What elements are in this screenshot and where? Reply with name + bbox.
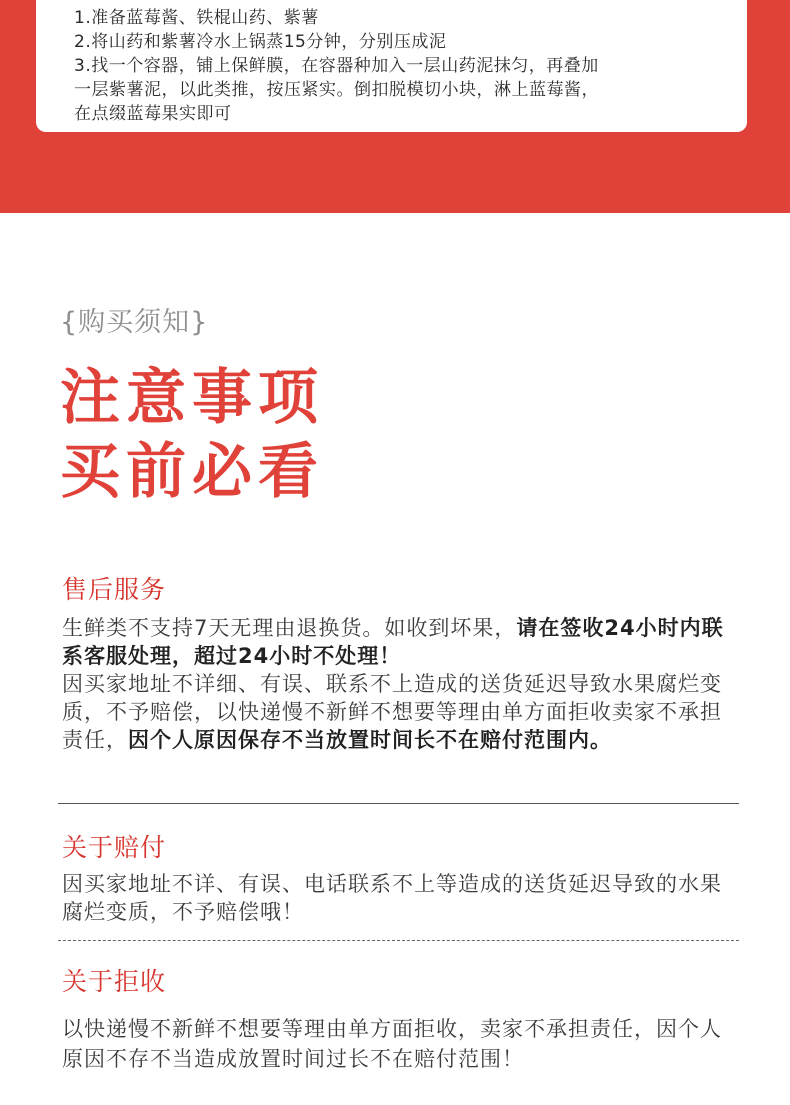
compensation-title: 关于赔付 bbox=[62, 833, 167, 862]
recipe-steps bbox=[74, 6, 714, 126]
recipe-step: 一层紫薯泥，以此类推，按压紧实。倒扣脱模切小块，淋上蓝莓酱， bbox=[74, 80, 599, 100]
section-divider bbox=[58, 803, 739, 804]
after-sales-body bbox=[62, 614, 742, 754]
after-sales-bold-text: 因个人原因保存不当放置时间长不在赔付范围内。 bbox=[128, 728, 612, 752]
section-divider-dashed bbox=[58, 940, 739, 941]
rejection-title: 关于拒收 bbox=[62, 967, 167, 996]
recipe-step: 3.找一个容器，铺上保鲜膜，在容器种加入一层山药泥抹匀，再叠加 bbox=[74, 56, 599, 76]
after-sales-text: 因买家地址不详细、有误、联系不上造成的送货延迟导致水果腐烂变质，不予赔偿，以快递慢不新鲜不想要等理由单方面拒收卖家不承担责任， bbox=[62, 672, 722, 752]
after-sales-bold-text: 请在签收24小时内联系客服处理，超过24小时不处理！ bbox=[62, 616, 724, 668]
recipe-step: 在点缀蓝莓果实即可 bbox=[74, 104, 232, 124]
recipe-step: 2.将山药和紫薯冷水上锅蒸15分钟，分别压成泥 bbox=[74, 32, 447, 52]
compensation-body: 因买家地址不详、有误、电话联系不上等造成的送货延迟导致的水果腐烂变质，不予赔偿哦！ bbox=[62, 872, 722, 924]
recipe-step: 1.准备蓝莓酱、铁棍山药、紫薯 bbox=[74, 8, 319, 28]
after-sales-text: 生鲜类不支持7天无理由退换货。如收到坏果， bbox=[62, 616, 517, 640]
purchase-notice-tag: {购买须知} bbox=[60, 307, 209, 338]
headline-line1: 注意事项 bbox=[60, 363, 324, 433]
headline-line2: 买前必看 bbox=[60, 437, 324, 507]
after-sales-title: 售后服务 bbox=[62, 575, 167, 604]
rejection-body: 以快递慢不新鲜不想要等理由单方面拒收，卖家不承担责任，因个人原因不存不当造成放置时间过长不在赔付范围！ bbox=[62, 1017, 722, 1071]
